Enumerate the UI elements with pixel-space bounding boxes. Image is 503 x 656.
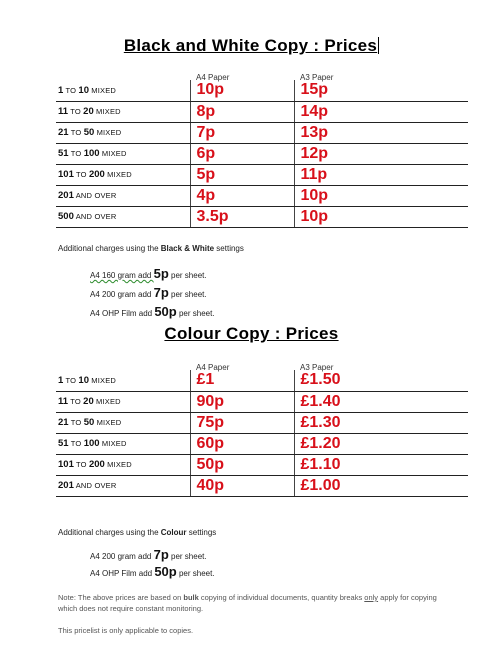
- extra-desc: A4 200 gram add: [90, 552, 154, 561]
- colour-col-a4-header: A4 Paper: [196, 363, 230, 372]
- qty-from: 101: [58, 459, 74, 470]
- extra-desc: A4 160 gram add: [90, 271, 154, 280]
- a4-price-cell: 8p: [190, 101, 294, 122]
- qty-mixed-word: MIXED: [94, 128, 122, 137]
- colour-charges-bold: Colour: [160, 528, 187, 537]
- note-part-a: Note: The above prices are based on: [58, 593, 184, 602]
- bulk-note: [58, 592, 458, 614]
- quantity-cell: [56, 206, 190, 227]
- extra-charge-line: [90, 266, 207, 281]
- a4-price-cell: 50p: [190, 454, 294, 475]
- a3-price-cell: £1.20: [294, 433, 468, 454]
- extra-charge-line: [90, 547, 207, 562]
- extra-charge-line: [90, 304, 215, 319]
- bw-title: [0, 36, 503, 56]
- bw-charges-bold: Black & White: [160, 244, 215, 253]
- qty-to: 200: [88, 459, 105, 470]
- text-cursor-icon: [378, 37, 379, 54]
- qty-to: 20: [83, 396, 94, 407]
- qty-mixed-word: MIXED: [93, 107, 121, 116]
- table-row: [56, 164, 468, 185]
- a3-price-cell: £1.40: [294, 391, 468, 412]
- qty-range-word: TO: [68, 107, 84, 116]
- colour-col-a3-header: A3 Paper: [300, 363, 334, 372]
- table-row: [56, 185, 468, 206]
- table-row: [56, 370, 468, 391]
- qty-range-word: AND OVER: [73, 481, 117, 490]
- extra-unit: per sheet.: [168, 290, 207, 299]
- note-bulk: bulk: [183, 593, 199, 602]
- table-row: [56, 412, 468, 433]
- a4-price-cell: 4p: [190, 185, 294, 206]
- qty-from: 201: [58, 480, 74, 491]
- qty-range-word: AND OVER: [73, 212, 117, 221]
- qty-mixed-word: MIXED: [89, 85, 117, 95]
- a3-price-cell: £1.30: [294, 412, 468, 433]
- a3-price-cell: £1.50: [294, 370, 468, 391]
- qty-from: 21: [58, 417, 69, 428]
- qty-mixed-word: MIXED: [89, 375, 117, 385]
- qty-from: 11: [58, 106, 69, 117]
- quantity-cell: [56, 475, 190, 496]
- a3-price-cell: £1.00: [294, 475, 468, 496]
- colour-charges-end: settings: [186, 528, 217, 537]
- extra-price: 5p: [153, 266, 169, 281]
- qty-from: 11: [58, 396, 69, 407]
- colour-charges-heading: [58, 528, 216, 537]
- a4-price-cell: 7p: [190, 122, 294, 143]
- extra-charge-line: [90, 564, 215, 579]
- a4-price-cell: 10p: [190, 80, 294, 101]
- qty-from: 51: [58, 438, 69, 449]
- extra-desc: A4 200 gram add: [90, 290, 154, 299]
- quantity-cell: [56, 80, 190, 101]
- qty-mixed-word: MIXED: [99, 149, 127, 158]
- extra-price: 50p: [154, 304, 177, 319]
- qty-range-word: AND OVER: [73, 191, 117, 200]
- extra-charge-line: [90, 285, 207, 300]
- qty-range-word: TO: [63, 85, 79, 95]
- quantity-cell: [56, 454, 190, 475]
- table-row: [56, 122, 468, 143]
- extra-desc: A4 OHP Film add: [90, 569, 155, 578]
- extra-unit: per sheet.: [168, 552, 207, 561]
- a4-price-cell: 90p: [190, 391, 294, 412]
- bw-charges-intro: Additional charges using the: [58, 244, 161, 253]
- qty-from: 21: [58, 127, 69, 138]
- table-row: [56, 391, 468, 412]
- qty-to: 100: [83, 148, 100, 159]
- a3-price-cell: 10p: [294, 206, 468, 227]
- quantity-cell: [56, 433, 190, 454]
- table-row: [56, 80, 468, 101]
- qty-range-word: TO: [73, 460, 89, 469]
- qty-to: 200: [88, 169, 105, 180]
- a3-price-cell: 14p: [294, 101, 468, 122]
- qty-range-word: TO: [73, 170, 89, 179]
- table-row: [56, 101, 468, 122]
- colour-price-table: [56, 370, 468, 497]
- a4-price-cell: 6p: [190, 143, 294, 164]
- qty-mixed-word: MIXED: [104, 170, 132, 179]
- quantity-cell: [56, 143, 190, 164]
- a4-price-cell: £1: [190, 370, 294, 391]
- qty-to: 50: [83, 127, 95, 138]
- qty-range-word: TO: [68, 128, 84, 137]
- bw-charges-heading: [58, 244, 244, 253]
- table-row: [56, 206, 468, 227]
- bw-price-table: [56, 80, 468, 228]
- table-row: [56, 433, 468, 454]
- qty-mixed-word: MIXED: [104, 460, 132, 469]
- qty-from: 51: [58, 148, 69, 159]
- colour-charges-intro: Additional charges using the: [58, 528, 161, 537]
- a4-price-cell: 3.5p: [190, 206, 294, 227]
- quantity-cell: [56, 185, 190, 206]
- table-row: [56, 143, 468, 164]
- qty-to: 10: [78, 84, 89, 96]
- qty-range-word: TO: [68, 149, 84, 158]
- bw-charges-end: settings: [214, 244, 244, 253]
- qty-range-word: TO: [63, 375, 79, 385]
- a3-price-cell: 13p: [294, 122, 468, 143]
- extra-price: 7p: [153, 285, 169, 300]
- extra-price: 50p: [154, 564, 177, 579]
- note-part-c: apply for copying which does not require constant monitoring.: [58, 593, 437, 613]
- a3-price-cell: £1.10: [294, 454, 468, 475]
- bw-col-a3-header: A3 Paper: [300, 73, 334, 82]
- extra-unit: per sheet.: [176, 569, 215, 578]
- a4-price-cell: 60p: [190, 433, 294, 454]
- extra-unit: per sheet.: [168, 271, 207, 280]
- a3-price-cell: 11p: [294, 164, 468, 185]
- note-only: only: [364, 593, 379, 602]
- colour-title: Colour Copy : Prices: [164, 324, 339, 343]
- quantity-cell: [56, 164, 190, 185]
- quantity-cell: [56, 122, 190, 143]
- qty-to: 10: [78, 374, 89, 386]
- extra-desc: A4 OHP Film add: [90, 309, 155, 318]
- qty-mixed-word: MIXED: [93, 397, 121, 406]
- quantity-cell: [56, 412, 190, 433]
- qty-range-word: TO: [68, 439, 84, 448]
- quantity-cell: [56, 101, 190, 122]
- table-row: [56, 454, 468, 475]
- qty-from: 1: [58, 374, 64, 386]
- a4-price-cell: 40p: [190, 475, 294, 496]
- qty-range-word: TO: [68, 418, 84, 427]
- a4-price-cell: 75p: [190, 412, 294, 433]
- bw-title-text: Black and White Copy : Prices: [123, 36, 378, 55]
- qty-mixed-word: MIXED: [94, 418, 122, 427]
- qty-to: 50: [83, 417, 95, 428]
- bw-col-a4-header: A4 Paper: [196, 73, 230, 82]
- quantity-cell: [56, 370, 190, 391]
- qty-to: 20: [83, 106, 94, 117]
- pricelist-note: This pricelist is only applicable to copies.: [58, 626, 194, 635]
- a4-price-cell: 5p: [190, 164, 294, 185]
- extra-price: 7p: [153, 547, 169, 562]
- qty-from: 500: [58, 211, 74, 222]
- table-row: [56, 475, 468, 496]
- qty-from: 201: [58, 190, 74, 201]
- a3-price-cell: 10p: [294, 185, 468, 206]
- qty-mixed-word: MIXED: [99, 439, 127, 448]
- quantity-cell: [56, 391, 190, 412]
- qty-range-word: TO: [68, 397, 84, 406]
- qty-to: 100: [83, 438, 100, 449]
- a3-price-cell: 12p: [294, 143, 468, 164]
- note-part-b: copying of individual documents, quantity breaks: [198, 593, 365, 602]
- qty-from: 101: [58, 169, 74, 180]
- extra-unit: per sheet.: [176, 309, 215, 318]
- qty-from: 1: [58, 84, 64, 96]
- a3-price-cell: 15p: [294, 80, 468, 101]
